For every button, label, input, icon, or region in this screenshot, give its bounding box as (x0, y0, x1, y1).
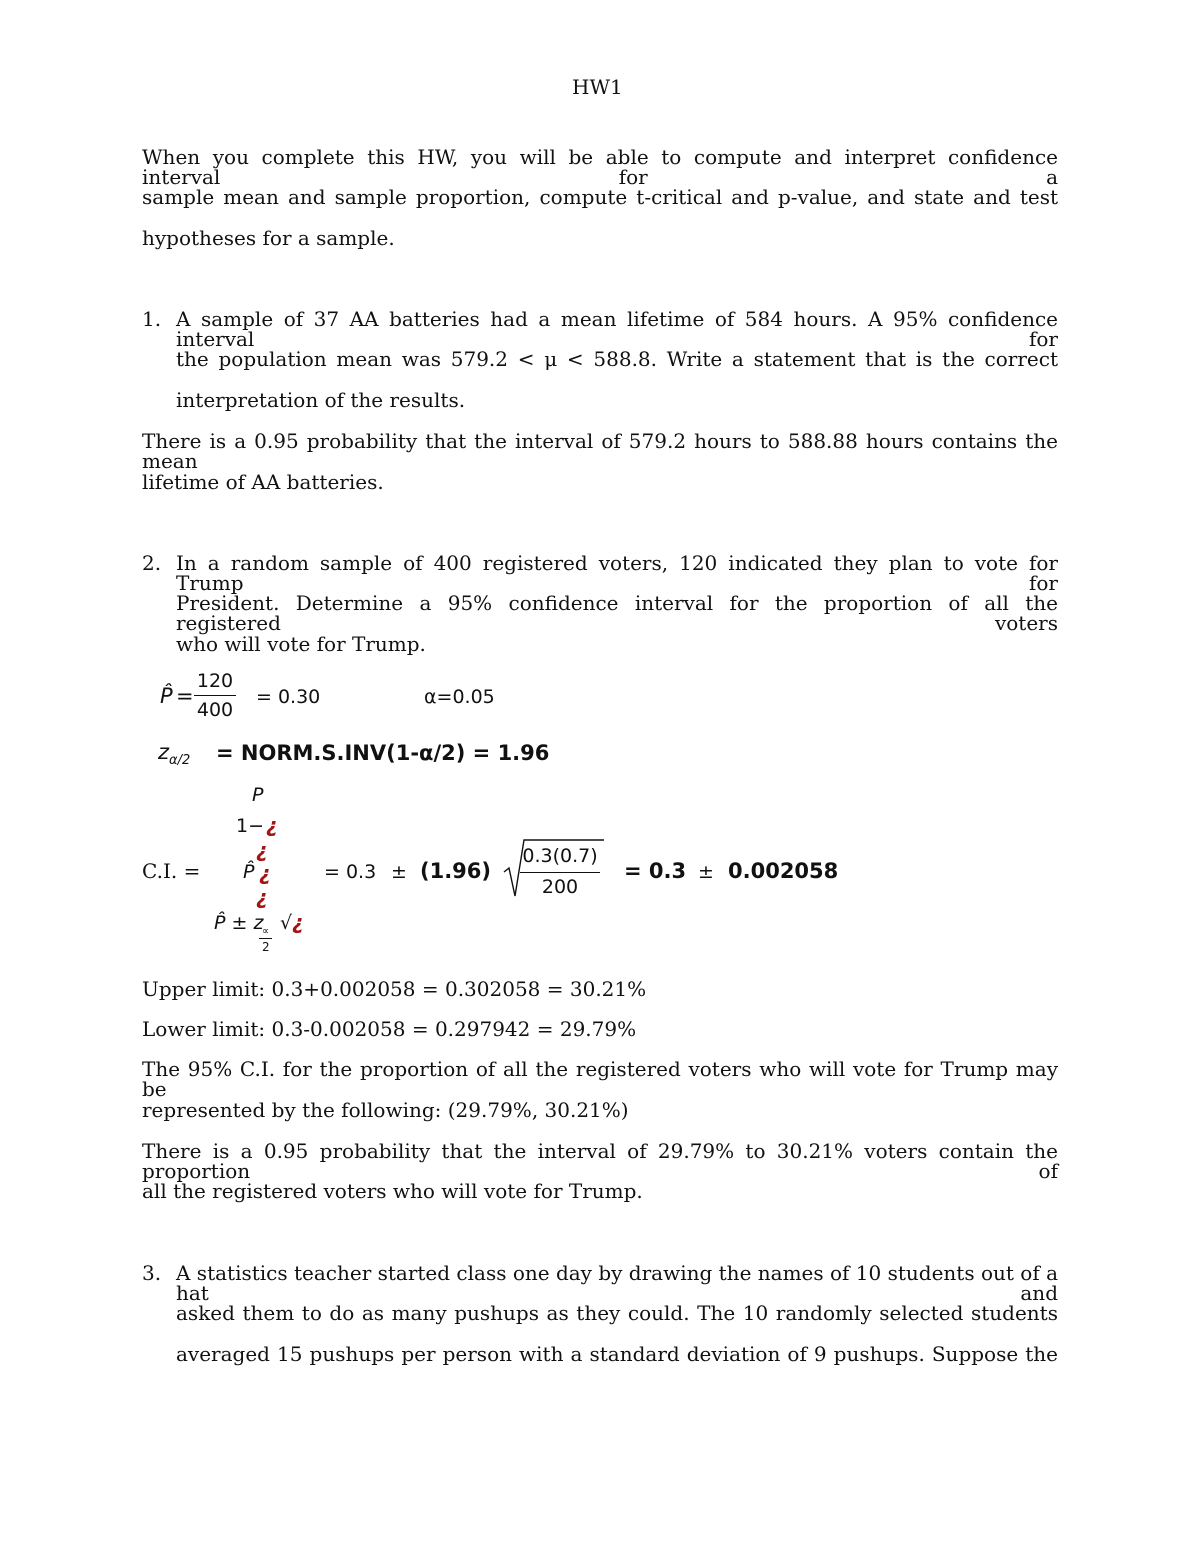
garble-sub-bar (259, 938, 272, 939)
q2-conclusion-line-4: all the registered voters who will vote for Trump. (142, 1179, 643, 1203)
phat-fraction-bar (194, 695, 236, 696)
q2-number: 2. (142, 551, 162, 575)
intro-line-2: sample mean and sample proportion, compute t-critical and p-value, and state and test (142, 185, 1058, 209)
q2-conclusion-line-3: There is a 0.95 probability that the interval of 29.79% to 30.21% voters contain the proportion of (142, 1139, 1058, 1183)
phat-denominator: 400 (196, 699, 234, 721)
ci-label: C.I. = (142, 859, 201, 883)
ci-equals-1: = 0.3 (324, 861, 377, 883)
intro-line-3: hypotheses for a sample. (142, 226, 395, 250)
garble-phat-pm-z: P̂ ± z (214, 912, 264, 934)
garble-inverted-q-1: ¿ (266, 813, 278, 837)
page-title: HW1 (572, 75, 623, 99)
q1-answer-line-1: There is a 0.95 probability that the interval of 579.2 hours to 588.88 hours contains the mean (142, 429, 1058, 473)
garble-inverted-q-3: ¿ (259, 861, 271, 885)
z-label: z (158, 740, 170, 764)
q3-number: 3. (142, 1261, 162, 1285)
q1-line-3: interpretation of the results. (176, 388, 466, 412)
garble-inverted-q-2: ¿ (256, 838, 268, 862)
ci-result: = 0.3 (624, 859, 687, 883)
ci-sqrt-numerator: 0.3(0.7) (522, 845, 598, 867)
lower-limit: Lower limit: 0.3-0.002058 = 0.297942 = 29.79% (142, 1017, 637, 1041)
ci-sqrt-denominator: 200 (541, 876, 579, 898)
q1-line-2: the population mean was 579.2 < μ < 588.8. Write a statement that is the correct (176, 347, 1058, 371)
z-formula: = NORM.S.INV(1-α/2) = 1.96 (216, 741, 550, 765)
intro-line-1: When you complete this HW, you will be able to compute and interpret confidence interval for a (142, 145, 1058, 189)
q2-line-3: who will vote for Trump. (176, 632, 426, 656)
phat-equals: = (176, 684, 194, 708)
q3-line-3: averaged 15 pushups per person with a standard deviation of 9 pushups. Suppose the (176, 1342, 1058, 1366)
phat-value: = 0.30 (256, 686, 321, 708)
q1-answer-line-2: lifetime of AA batteries. (142, 470, 384, 494)
q1-number: 1. (142, 307, 162, 331)
phat-symbol: P̂ (160, 684, 173, 708)
phat-numerator: 120 (196, 670, 234, 692)
garble-sqrt: √ (280, 912, 293, 934)
q2-conclusion-line-2: represented by the following: (29.79%, 30.21%) (142, 1098, 629, 1122)
garble-inverted-q-5: ¿ (292, 910, 304, 934)
ci-z-value: (1.96) (420, 859, 492, 883)
ci-margin: 0.002058 (728, 859, 839, 883)
upper-limit: Upper limit: 0.3+0.002058 = 0.302058 = 30.21% (142, 977, 647, 1001)
q3-line-2: asked them to do as many pushups as they could. The 10 randomly selected students (176, 1301, 1058, 1325)
garble-p: P (252, 784, 264, 806)
q2-conclusion-line-1: The 95% C.I. for the proportion of all the registered voters who will vote for Trump may be (142, 1057, 1058, 1101)
garble-two-sub: 2 (262, 940, 270, 954)
q2-line-1: In a random sample of 400 registered voters, 120 indicated they plan to vote for Trump for (176, 551, 1058, 595)
garble-phat: P̂ (243, 861, 255, 883)
q3-line-1: A statistics teacher started class one day by drawing the names of 10 students out of a hat and (176, 1261, 1058, 1305)
ci-plus-minus-1: ± (391, 861, 407, 883)
z-subscript: α/2 (169, 753, 191, 768)
ci-plus-minus-2: ± (698, 861, 714, 883)
garble-one-minus: 1− (236, 815, 265, 837)
q2-line-2: President. Determine a 95% confidence interval for the proportion of all the registered voters (176, 591, 1058, 635)
ci-sqrt-fraction-bar (520, 872, 600, 873)
alpha-value: α=0.05 (424, 686, 495, 708)
garble-alpha-sub: ∝ (262, 926, 270, 937)
q1-line-1: A sample of 37 AA batteries had a mean lifetime of 584 hours. A 95% confidence interval for (176, 307, 1058, 351)
garble-inverted-q-4: ¿ (256, 885, 268, 909)
